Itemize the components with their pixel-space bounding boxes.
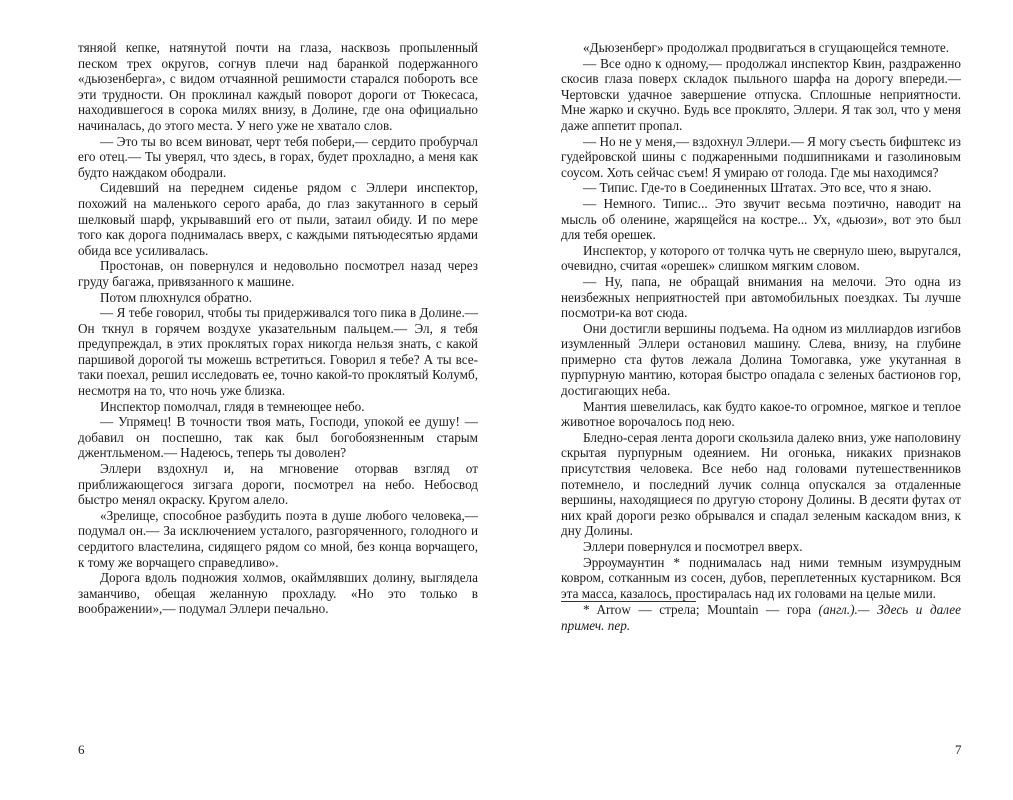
page-number-left: 6 — [78, 742, 85, 757]
paragraph: — Все одно к одному,— продолжал инспектор Квин, раздраженно скосив глаза поверх складок пыльного шарфа на дорогу впереди.— Чертовски удачное завершение отпуска. Сплошные неприятности. Мне жарко и скучно. Будь все проклято, Эллери. Я так зол, что у меня даже аппетит пропал. — [561, 55, 961, 133]
footnote — [561, 602, 961, 633]
paragraph: Эллери вздохнул и, на мгновение оторвав взгляд от приближающегося зигзага дороги, посмотрел на небо. Небосвод быстро менял окраску. Кругом алело. — [78, 461, 478, 508]
left-page — [78, 40, 478, 617]
paragraph: тяняой кепке, натянутой почти на глаза, насквозь пропыленный песком трех округов, согнув плечи над баранкой подержанного «дьюзенберга», с видом отчаянной решимости старался побороть все эти трудности. Он проклинал каждый поворот дороги от Тюкесаса, находившегося в сорока милях внизу, в Долине, где она официально начиналась, до этого места. У него уже не хватало слов. — [78, 40, 478, 133]
paragraph: — Я тебе говорил, чтобы ты придерживался того пика в Долине.— Он ткнул в горячем воздухе указательным пальцем.— Эл, я тебя предупреждал, в этих проклятых горах никогда нельзя знать, с какой паршивой дорогой ты можешь встретиться. Говорил я тебе? А ты все-таки поехал, решил исследовать ее, точно какой-то проклятый Колумб, несмотря на то, что ночь уже близка. — [78, 305, 478, 399]
paragraph: Эллери повернулся и посмотрел вверх. — [583, 539, 803, 554]
right-page — [561, 40, 961, 634]
paragraph: — Упрямец! В точности твоя мать, Господи, упокой ее душу! — добавил он поспешно, так как был богобоязненным старым джентльменом.— Надеюсь, теперь ты доволен? — [78, 414, 478, 461]
paragraph: — Немного. Типис... Это звучит весьма поэтично, наводит на мысль об оленине, жарящейся на костре... Ух, «дьюзи», вот это был для тебя орешек. — [561, 195, 961, 243]
paragraph: Инспектор, у которого от толчка чуть не свернуло шею, выругался, очевидно, считая «орешек» слишком мягким словом. — [561, 242, 961, 274]
paragraph: Простонав, он повернулся и недовольно посмотрел назад через груду багажа, привязанного к машине. — [78, 258, 478, 289]
footnote-text: * Arrow — стрела; Mountain — гора — [583, 602, 819, 618]
paragraph: Они достигли вершины подъема. На одном из миллиардов изгибов изумленный Эллери остановил машину. Слева, внизу, на глубине примерно ста футов лежала Долина Томогавка, уже укутанная в пурпурную мантию, которая быстро опадала с зеленых бастионов гор, достигающих неба. — [561, 320, 961, 399]
paragraph: Потом плюхнулся обратно. — [100, 289, 253, 305]
paragraph: Бледно-серая лента дороги скользила далеко вниз, уже наполовину скрытая пурпурным одеянием. Ни огонька, никаких признаков присутствия человека. Все небо над головами путешественников потемнело, и последний лучик солнца опускался за отдаленные вершины, находящиеся по другую сторону Долины. В десяти футах от них край дороги резко обрывался и спадал зеленым каскадом вниз, к дну Долины. — [561, 429, 961, 539]
page-number-right: 7 — [955, 742, 962, 757]
paragraph: — Это ты во всем виноват, черт тебя побери,— сердито пробурчал его отец.— Ты уверял, что здесь, в горах, будет прохладно, а меня как будто наждаком ободрали. — [78, 133, 478, 180]
paragraph: — Но не у меня,— вздохнул Эллери.— Я могу съесть бифштекс из гудейровской шины с поджаренными подшипниками и газолиновым соусом. Хоть сейчас съем! Я умираю от голода. Где мы находимся? — [561, 133, 961, 180]
paragraph: Инспектор помолчал, глядя в темнеющее небо. — [100, 398, 365, 414]
paragraph: «Дьюзенберг» продолжал продвигаться в сгущающейся темноте. — [583, 40, 950, 55]
paragraph: Дорога вдоль подножия холмов, окаймлявших долину, выглядела заманчиво, обещая желанную прохладу. «Но это только в воображении»,— подумал Эллери печально. — [78, 570, 478, 617]
gutter — [505, 0, 506, 800]
footnote-italic: (англ.).— Здесь и далее примеч. пер. — [561, 602, 961, 633]
paragraph: — Ну, папа, не обращай внимания на мелочи. Это одна из неизбежных неприятностей при автомобильных поездках. Ты лучше посмотри-ка вот сюда. — [561, 273, 961, 321]
paragraph: Эрроумаунтин * поднималась над ними темным изумрудным ковром, сотканным из сосен, дубов, переплетенных кустарником. Вся эта масса, казалось, простиралась над их головами на целые мили. — [561, 554, 961, 601]
paragraph: Мантия шевелилась, как будто какое-то огромное, мягкое и теплое животное ворочалось под нею. — [561, 398, 961, 430]
paragraph: — Типис. Где-то в Соединенных Штатах. Это все, что я знаю. — [583, 180, 932, 196]
paragraph: «Зрелище, способное разбудить поэта в душе любого человека,— подумал он.— За исключением усталого, разгоряченного, голодного и сердитого властелина, сидящего рядом со мной, без конца ворчащего, к тому же ворчащего справедливо». — [78, 507, 478, 570]
paragraph: Сидевший на переднем сиденье рядом с Эллери инспектор, похожий на маленького серого араба, до глаз закутанного в серый шелковый шарф, укрывавший его от пыли, затаил обиду. И по мере того как дорога поднималась вверх, с каждыми пятьюдесятью ярдами обида все усиливалась. — [78, 180, 478, 258]
